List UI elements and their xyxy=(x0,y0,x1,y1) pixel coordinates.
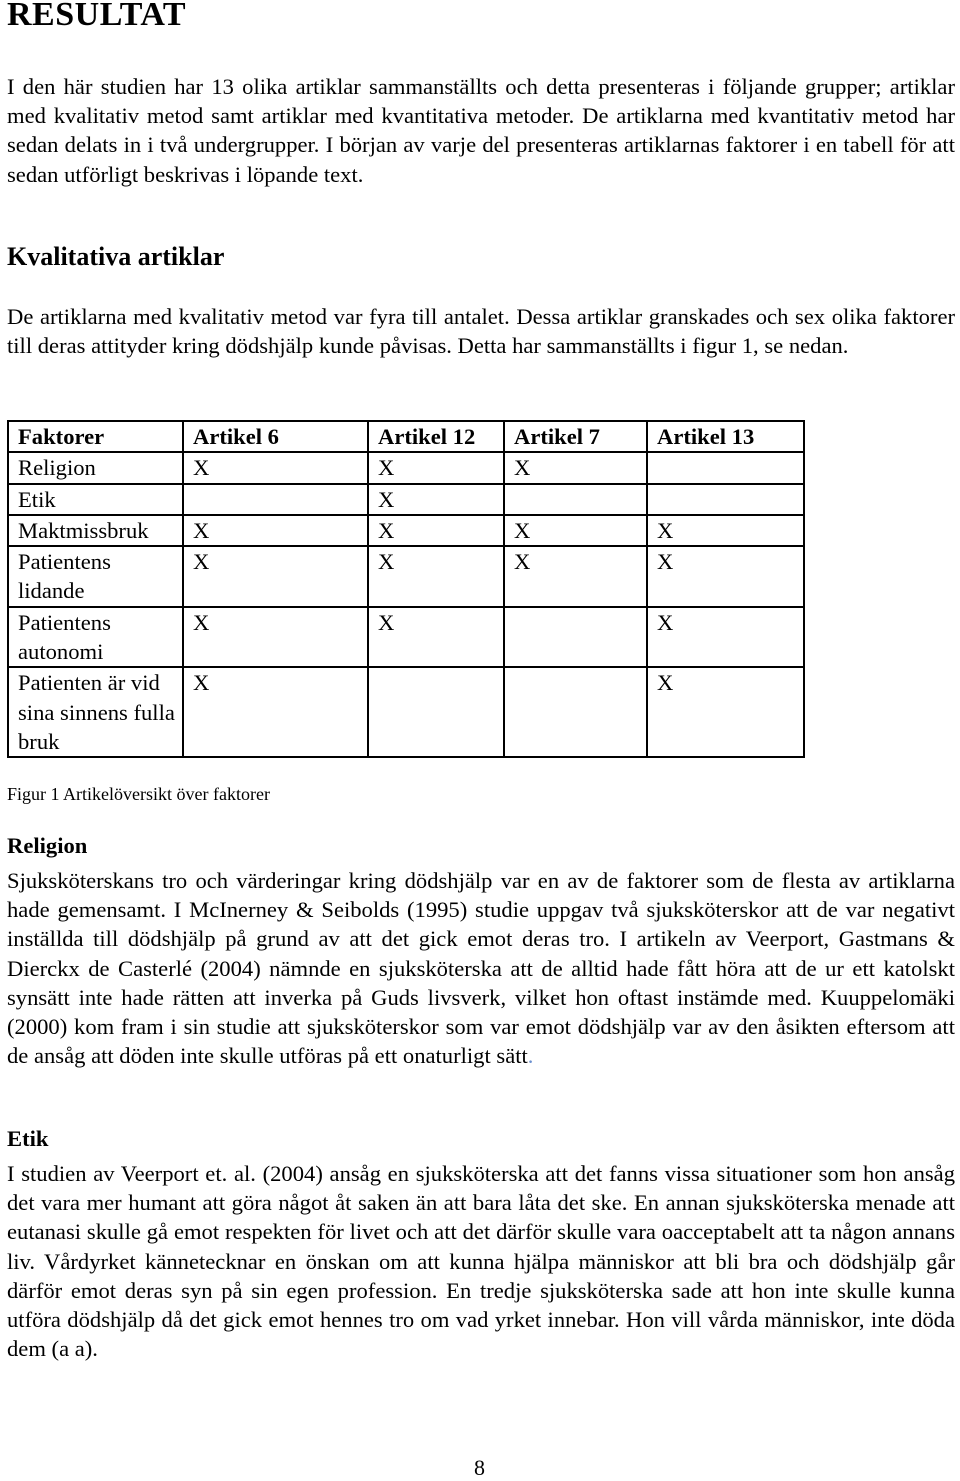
table-cell xyxy=(504,607,647,668)
table-cell xyxy=(647,452,804,483)
table-cell: X xyxy=(504,452,647,483)
table-caption: Figur 1 Artikelöversikt över faktorer xyxy=(7,784,270,804)
table-cell: X xyxy=(183,546,368,607)
table-cell: Religion xyxy=(8,452,183,483)
religion-paragraph xyxy=(7,866,955,1070)
page-title: RESULTAT xyxy=(7,0,187,33)
page-number: 8 xyxy=(474,1455,485,1480)
table-header-cell: Artikel 7 xyxy=(504,421,647,452)
table-row xyxy=(8,452,804,483)
table-cell: X xyxy=(368,452,504,483)
table-row xyxy=(8,667,804,757)
section-heading-qualitative: Kvalitativa artiklar xyxy=(7,242,225,271)
table-cell xyxy=(504,667,647,757)
table-row xyxy=(8,515,804,546)
table-cell: X xyxy=(368,484,504,515)
table-cell: X xyxy=(183,515,368,546)
table-header-cell: Artikel 12 xyxy=(368,421,504,452)
table-header-cell: Artikel 13 xyxy=(647,421,804,452)
religion-end-mark: . xyxy=(527,1043,534,1069)
table-cell: X xyxy=(647,607,804,668)
table-cell: Patientens lidande xyxy=(8,546,183,607)
table-cell xyxy=(647,484,804,515)
table-cell xyxy=(504,484,647,515)
section-heading-religion: Religion xyxy=(7,833,88,858)
table-cell: X xyxy=(504,515,647,546)
table-row xyxy=(8,484,804,515)
table-cell xyxy=(368,667,504,757)
intro-paragraph: I den här studien har 13 olika artiklar sammanställts och detta presenteras i följande grupper; artiklar med kvalitativ metod samt artiklar med kvantitativa metoder. De artiklarna med kvantitativ metod har sedan delats in i två undergrupper. I början av varje del presenteras artiklarnas faktorer i en tabell för att sedan utförligt beskrivas i löpande text. xyxy=(7,74,955,187)
table-cell: X xyxy=(647,515,804,546)
qualitative-paragraph: De artiklarna med kvalitativ metod var fyra till antalet. Dessa artiklar granskades och sex olika faktorer till deras attityder kring dödshjälp kunde påvisas. Detta har sammanställts i figur 1, se nedan. xyxy=(7,304,955,359)
table-cell: Etik xyxy=(8,484,183,515)
table-cell: X xyxy=(504,546,647,607)
table-cell: X xyxy=(183,667,368,757)
table-header-row xyxy=(8,421,804,452)
table-cell: X xyxy=(368,546,504,607)
etik-paragraph: I studien av Veerport et. al. (2004) ansåg en sjuksköterska att det fanns vissa situationer som hon ansåg det vara mer humant att göra något åt saken än att bara låta det ske. En annan sjuksköterska menade att eutanasi skulle gå emot respekten för livet och att det därför skulle vara oacceptabelt att ta någon annans liv. Vårdyrket kännetecknar en önskan om att kunna hjälpa människor att bli bra och dödshjälp går därför emot deras syn på sin egen profession. En tredje sjuksköterska sade att hon inte skulle kunna utföra dödshjälp då det gick emot hennes tro om vad yrket innebar. Hon vill vårda människor, inte döda dem (a a). xyxy=(7,1161,955,1362)
table-row xyxy=(8,607,804,668)
table-cell: X xyxy=(368,607,504,668)
table-cell: X xyxy=(647,667,804,757)
factor-table xyxy=(7,420,805,758)
table-cell: Maktmissbruk xyxy=(8,515,183,546)
table-cell: X xyxy=(183,607,368,668)
table-header-cell: Faktorer xyxy=(8,421,183,452)
table-cell: Patienten är vid sina sinnens fulla bruk xyxy=(8,667,183,757)
table-header-cell: Artikel 6 xyxy=(183,421,368,452)
table-cell xyxy=(183,484,368,515)
table-row xyxy=(8,546,804,607)
table-cell: X xyxy=(368,515,504,546)
table-cell: X xyxy=(183,452,368,483)
religion-text: Sjuksköterskans tro och värderingar kring dödshjälp var en av de faktorer som de flesta av artiklarna hade gemensamt. I McInerney & Seibolds (1995) studie uppgav två sjuksköterskor att de var negativt inställda till dödshjälp på grund av att det gick emot deras tro. I artikeln av Veerport, Gastmans & Dierckx de Casterlé (2004) nämnde en sjuksköterska att de alltid hade fått höra att de ur ett katolskt synsätt inte hade rätten att inverka på Guds livsverk, vilket hon oftast instämde med. Kuuppelomäki (2000) kom fram i sin studie att sjuksköterskor som var emot dödshjälp var av den åsikten eftersom att de ansåg att döden inte skulle utföras på ett onaturligt sätt xyxy=(7,868,955,1069)
section-heading-etik: Etik xyxy=(7,1126,49,1151)
table-cell: Patientens autonomi xyxy=(8,607,183,668)
table-cell: X xyxy=(647,546,804,607)
